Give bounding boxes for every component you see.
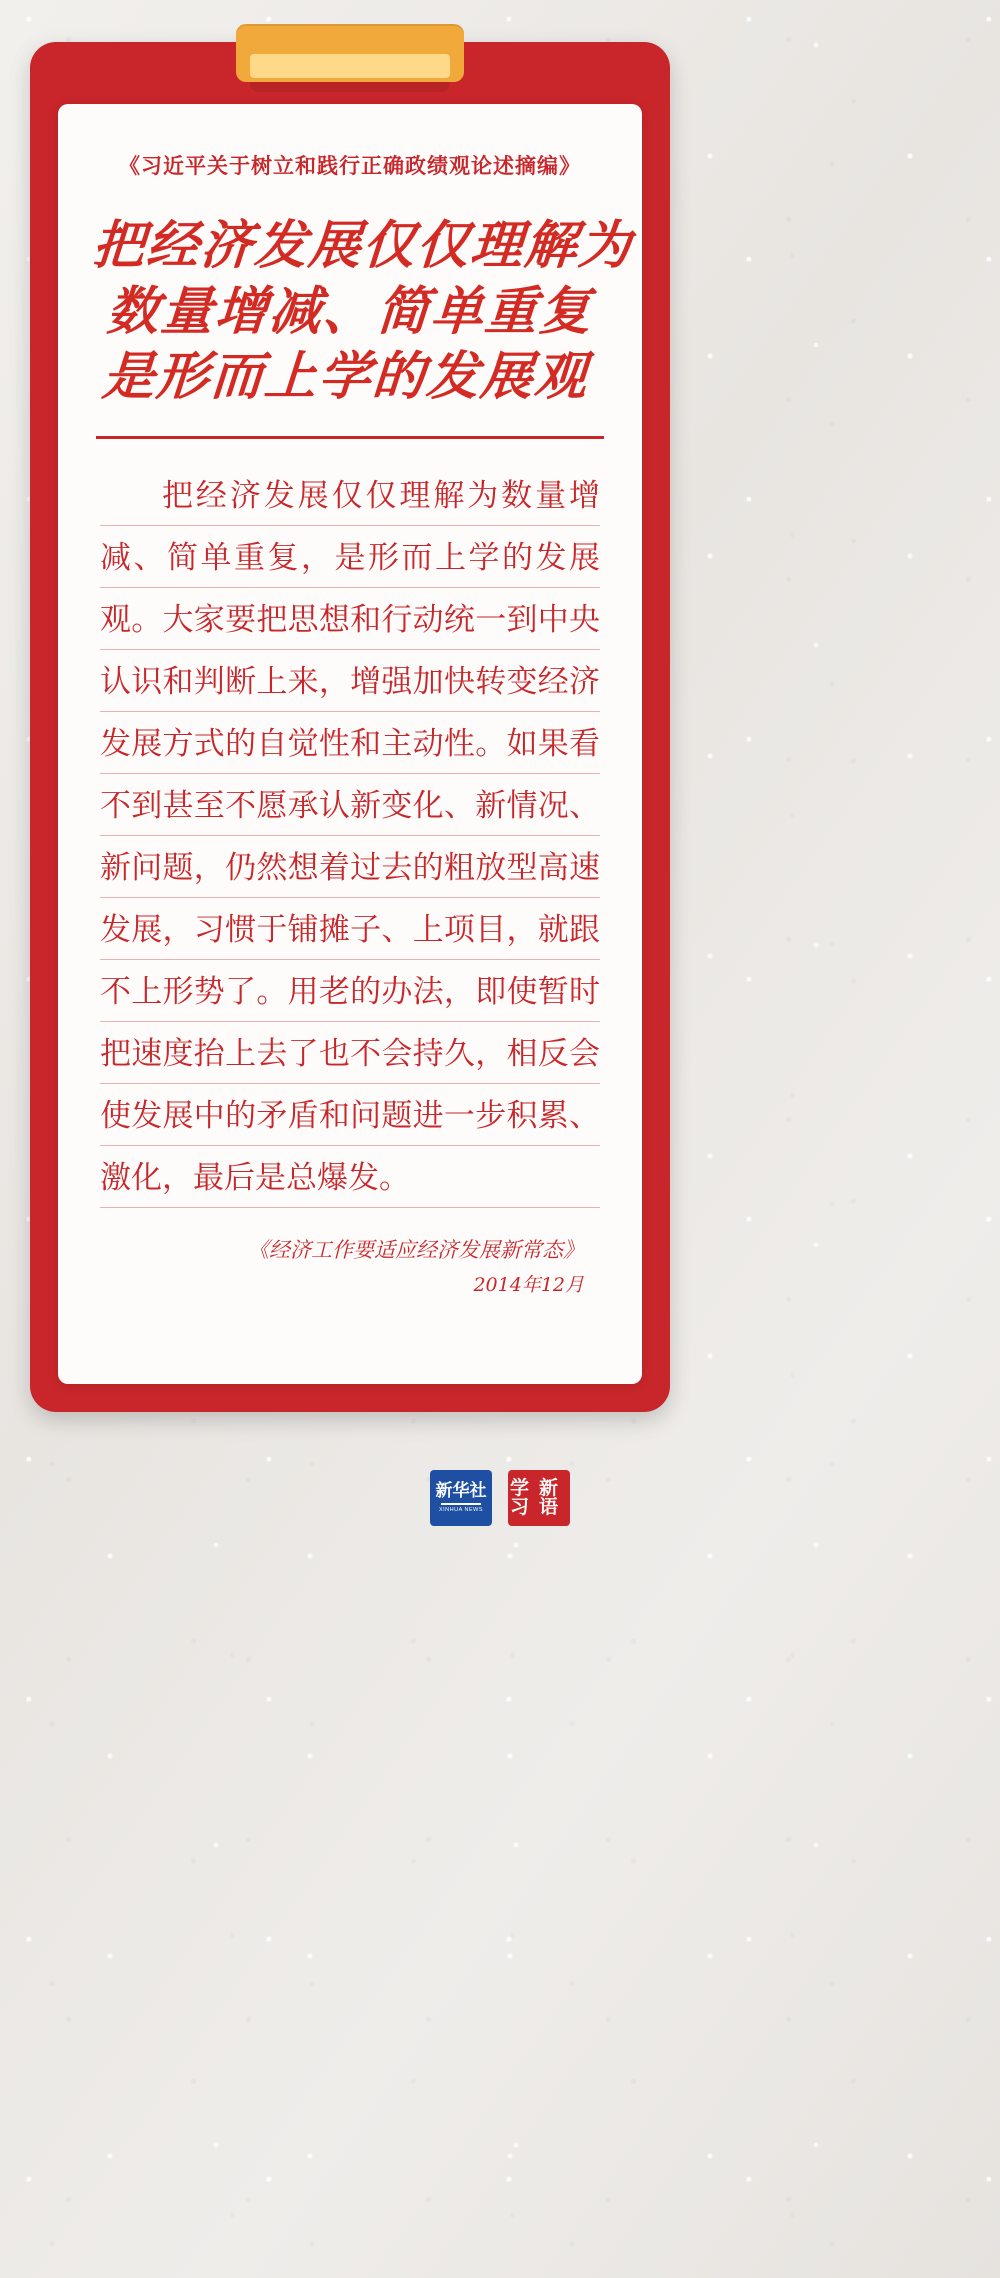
poster-sheet — [58, 104, 642, 1384]
xinhua-logo-bar — [441, 1503, 481, 1505]
source-attribution — [58, 1233, 584, 1301]
xinhua-news-logo — [430, 1470, 492, 1526]
xinhua-logo-cn: 新华社 — [435, 1481, 487, 1501]
quote-body: 把经济发展仅仅理解为数量增减、简单重复，是形而上学的发展观。大家要把思想和行动统一到中央认识和判断上来，增强加快转变经济发展方式的自觉性和主动性。如果看不到甚至不愿承认新变化、新情况、新问题，仍然想着过去的粗放型高速发展，习惯于铺摊子、上项目，就跟不上形势了。用老的办法，即使暂时把速度抬上去了也不会持久，相反会使发展中的矛盾和问题进一步积累、激化，最后是总爆发。 — [100, 465, 600, 1209]
xuexi-logo-line-1: 学习 — [510, 1477, 529, 1518]
source-title: 《经济工作要适应经济发展新常态》 — [248, 1237, 584, 1262]
book-title: 《习近平关于树立和践行正确政绩观论述摘编》 — [119, 153, 581, 178]
headline-line-1: 把经济发展仅仅理解为 — [90, 215, 635, 277]
headline-line-3: 是形而上学的发展观 — [100, 346, 591, 408]
clipboard-clip — [236, 24, 464, 82]
xinhua-logo-en: XINHUA NEWS — [438, 1507, 483, 1514]
headline — [81, 213, 635, 410]
source-date: 2014年12月 — [473, 1273, 584, 1296]
xuexi-logo-line-2: 新语 — [539, 1477, 558, 1518]
clipboard-frame — [30, 42, 670, 1412]
footer-logos — [0, 1470, 1000, 1526]
xuexi-xinyu-logo — [508, 1470, 570, 1526]
headline-line-2: 数量增减、简单重复 — [104, 280, 596, 342]
divider-rule — [96, 436, 604, 439]
